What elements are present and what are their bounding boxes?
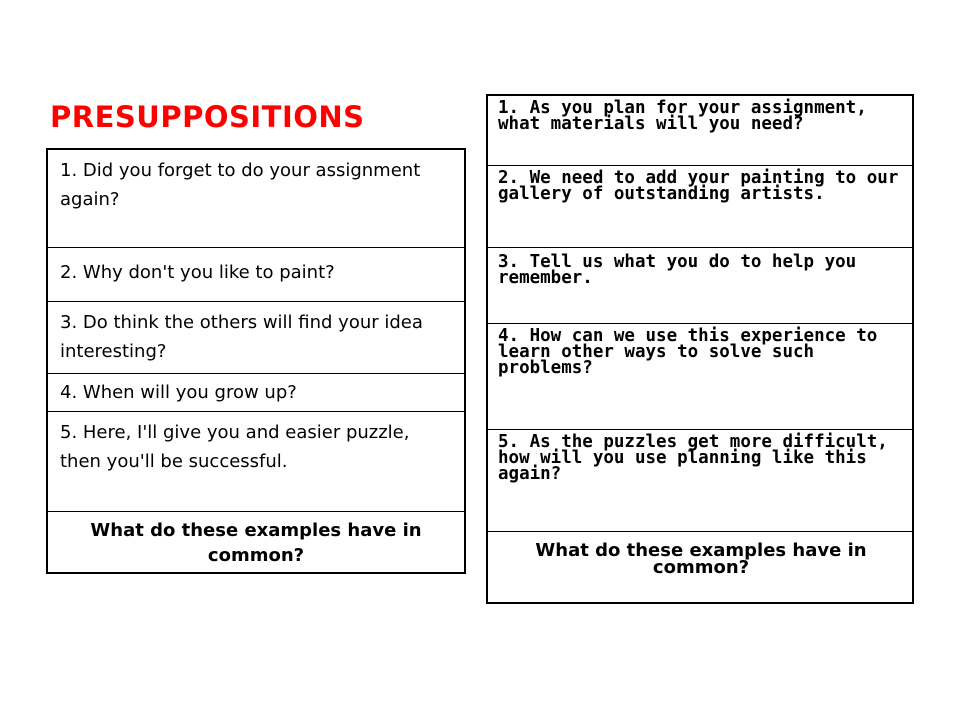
left-row-2: 2. Why don't you like to paint? xyxy=(48,248,464,302)
left-row-5: 5. Here, I'll give you and easier puzzle, then you'll be successful. xyxy=(48,412,464,512)
slide-title: PRESUPPOSITIONS xyxy=(50,100,365,134)
positive-presupposition-table xyxy=(486,94,914,604)
right-row-5: 5. As the puzzles get more difficult, how will you use planning like this again? xyxy=(488,430,912,532)
right-row-3: 3. Tell us what you do to help you remember. xyxy=(488,248,912,324)
right-row-2: 2. We need to add your painting to our gallery of outstanding artists. xyxy=(488,166,912,248)
presupposition-table xyxy=(46,148,466,574)
right-row-4: 4. How can we use this experience to learn other ways to solve such problems? xyxy=(488,324,912,430)
right-row-1: 1. As you plan for your assignment, what materials will you need? xyxy=(488,96,912,166)
right-common-question: What do these examples have in common? xyxy=(535,540,867,578)
left-row-3: 3. Do think the others will find your idea interesting? xyxy=(48,302,464,374)
left-common-question: What do these examples have in common? xyxy=(90,520,422,566)
left-row-4: 4. When will you grow up? xyxy=(48,374,464,412)
left-row-1: 1. Did you forget to do your assignment again? xyxy=(48,150,464,248)
